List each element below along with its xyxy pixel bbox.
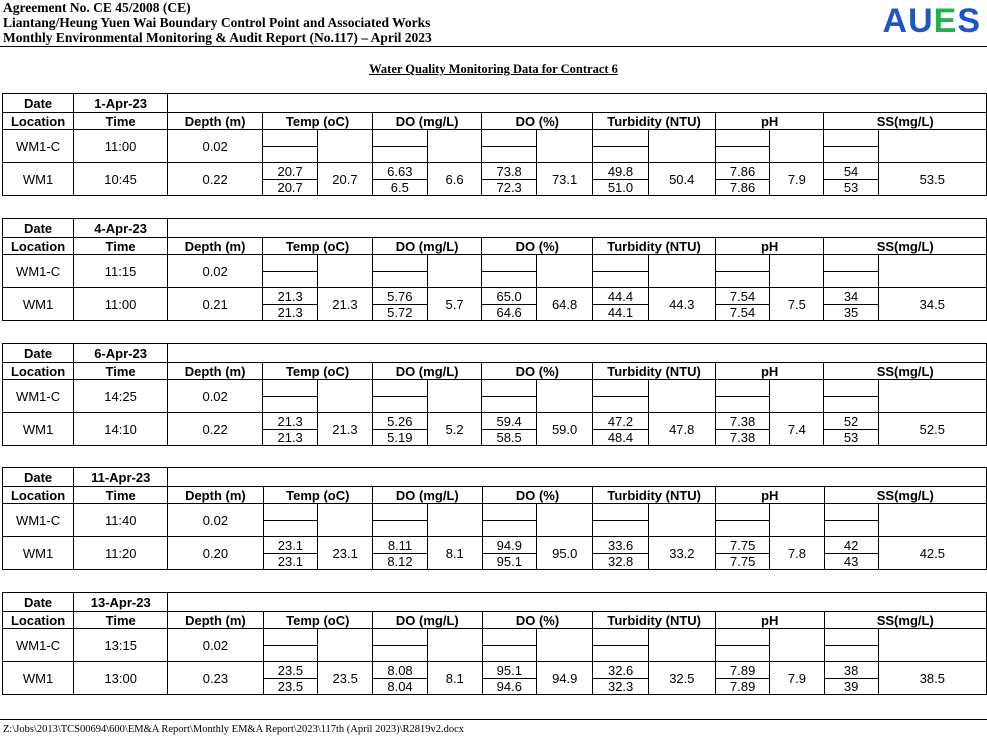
- reading-cell: [373, 646, 428, 662]
- temp-average: 21.3: [318, 288, 373, 321]
- report-header: [3, 0, 432, 45]
- depth-cell: 0.20: [168, 537, 263, 570]
- do-pct-reading-1: 94.9: [482, 537, 536, 554]
- location-cell: WM1-C: [3, 629, 74, 662]
- average-cell: [427, 255, 482, 288]
- col-ph: pH: [715, 113, 824, 130]
- location-cell: WM1: [3, 662, 74, 695]
- reading-cell: [373, 521, 428, 537]
- col-depth: Depth (m): [168, 113, 263, 130]
- col-time: Time: [74, 363, 168, 380]
- ss-reading-1: 38: [824, 662, 878, 679]
- turbidity-average: 32.5: [648, 662, 715, 695]
- col-location: Location: [3, 113, 74, 130]
- col-turbidity: Turbidity (NTU): [593, 612, 715, 629]
- temp-reading-2: 20.7: [263, 180, 318, 196]
- company-logo: AUES: [882, 2, 981, 40]
- do-mgl-average: 8.1: [427, 662, 482, 695]
- col-turbidity: Turbidity (NTU): [593, 363, 716, 380]
- time-cell: 11:40: [74, 504, 168, 537]
- location-cell: WM1-C: [3, 130, 74, 163]
- do-mgl-reading-2: 6.5: [372, 180, 427, 196]
- depth-cell: 0.21: [168, 288, 263, 321]
- col-ph: pH: [715, 238, 824, 255]
- data-table: [2, 93, 987, 196]
- reading-cell: [593, 504, 648, 521]
- time-cell: 14:25: [74, 380, 168, 413]
- reading-cell: [824, 521, 878, 537]
- col-do-mgl: DO (mg/L): [373, 487, 483, 504]
- temp-reading-2: 23.1: [263, 554, 318, 570]
- temp-average: 21.3: [318, 413, 373, 446]
- reading-cell: [593, 147, 648, 163]
- reading-cell: [715, 629, 769, 646]
- average-cell: [318, 380, 373, 413]
- reading-cell: [373, 504, 428, 521]
- do-pct-average: 95.0: [537, 537, 593, 570]
- data-table: [2, 592, 987, 695]
- ss-average: 42.5: [878, 537, 986, 570]
- date-row-blank: [168, 593, 987, 612]
- reading-cell: [482, 629, 536, 646]
- reading-cell: [372, 255, 427, 272]
- col-ss: SS(mg/L): [824, 113, 987, 130]
- do-pct-reading-2: 94.6: [482, 679, 536, 695]
- turbidity-reading-2: 32.8: [593, 554, 648, 570]
- average-cell: [536, 380, 592, 413]
- date-label: Date: [3, 468, 74, 487]
- do-mgl-reading-2: 5.72: [372, 305, 427, 321]
- do-mgl-reading-1: 8.08: [373, 662, 428, 679]
- reading-cell: [715, 397, 770, 413]
- depth-cell: 0.23: [168, 662, 263, 695]
- depth-cell: 0.22: [168, 163, 263, 196]
- location-cell: WM1: [3, 163, 74, 196]
- reading-cell: [593, 130, 648, 147]
- turbidity-average: 44.3: [648, 288, 715, 321]
- reading-cell: [593, 397, 648, 413]
- average-cell: [427, 629, 482, 662]
- average-cell: [536, 255, 592, 288]
- col-ph: pH: [715, 487, 824, 504]
- do-pct-reading-2: 64.6: [482, 305, 537, 321]
- date-row-blank: [168, 219, 987, 238]
- col-depth: Depth (m): [168, 487, 263, 504]
- average-cell: [878, 255, 986, 288]
- do-mgl-reading-2: 8.04: [373, 679, 428, 695]
- turbidity-average: 47.8: [648, 413, 715, 446]
- do-pct-reading-1: 95.1: [482, 662, 536, 679]
- time-cell: 14:10: [74, 413, 168, 446]
- time-cell: 11:20: [74, 537, 168, 570]
- col-ph: pH: [715, 363, 824, 380]
- ss-reading-2: 53: [824, 430, 878, 446]
- reading-cell: [263, 629, 318, 646]
- reading-cell: [715, 130, 770, 147]
- average-cell: [878, 130, 986, 163]
- do-mgl-average: 6.6: [427, 163, 482, 196]
- data-table: [2, 218, 987, 321]
- date-label: Date: [3, 94, 74, 113]
- col-depth: Depth (m): [168, 363, 263, 380]
- average-cell: [648, 255, 715, 288]
- average-cell: [537, 629, 593, 662]
- ss-reading-2: 43: [824, 554, 878, 570]
- col-ss: SS(mg/L): [824, 487, 986, 504]
- reading-cell: [715, 147, 770, 163]
- average-cell: [770, 629, 824, 662]
- temp-average: 20.7: [318, 163, 373, 196]
- location-cell: WM1-C: [3, 255, 74, 288]
- col-time: Time: [74, 487, 168, 504]
- col-do-pct: DO (%): [482, 363, 593, 380]
- do-pct-reading-1: 59.4: [482, 413, 537, 430]
- col-turbidity: Turbidity (NTU): [593, 487, 716, 504]
- date-row-blank: [168, 468, 987, 487]
- average-cell: [427, 130, 482, 163]
- data-table: [2, 467, 987, 570]
- date-value: 13-Apr-23: [74, 593, 168, 612]
- do-pct-average: 64.8: [536, 288, 592, 321]
- ss-reading-1: 54: [824, 163, 878, 180]
- average-cell: [770, 380, 824, 413]
- ph-average: 7.5: [770, 288, 824, 321]
- do-mgl-reading-2: 5.19: [372, 430, 427, 446]
- ph-average: 7.8: [770, 537, 824, 570]
- depth-cell: 0.02: [168, 504, 263, 537]
- reading-cell: [593, 272, 648, 288]
- reading-cell: [263, 646, 318, 662]
- report-name: Monthly Environmental Monitoring & Audit Report (No.117) – April 2023: [3, 30, 432, 45]
- turbidity-average: 50.4: [648, 163, 715, 196]
- depth-cell: 0.02: [168, 629, 263, 662]
- ph-reading-1: 7.75: [715, 537, 769, 554]
- ss-reading-1: 34: [824, 288, 878, 305]
- temp-reading-1: 23.5: [263, 662, 318, 679]
- ss-reading-1: 42: [824, 537, 878, 554]
- do-mgl-average: 5.2: [427, 413, 482, 446]
- temp-reading-2: 21.3: [263, 305, 318, 321]
- reading-cell: [824, 380, 878, 397]
- reading-cell: [263, 255, 318, 272]
- date-value: 6-Apr-23: [74, 344, 168, 363]
- col-location: Location: [3, 487, 74, 504]
- do-pct-reading-1: 65.0: [482, 288, 537, 305]
- col-do-pct: DO (%): [482, 612, 593, 629]
- reading-cell: [482, 380, 537, 397]
- reading-cell: [593, 521, 648, 537]
- date-label: Date: [3, 219, 74, 238]
- col-depth: Depth (m): [168, 238, 263, 255]
- temp-average: 23.5: [318, 662, 373, 695]
- time-cell: 11:00: [74, 288, 168, 321]
- reading-cell: [372, 272, 427, 288]
- average-cell: [537, 504, 593, 537]
- temp-reading-1: 21.3: [263, 413, 318, 430]
- average-cell: [648, 504, 715, 537]
- ss-average: 52.5: [878, 413, 986, 446]
- col-depth: Depth (m): [168, 612, 263, 629]
- reading-cell: [372, 380, 427, 397]
- col-time: Time: [74, 113, 168, 130]
- col-temp: Temp (oC): [263, 238, 373, 255]
- date-label: Date: [3, 344, 74, 363]
- ph-reading-2: 7.86: [715, 180, 770, 196]
- reading-cell: [593, 380, 648, 397]
- do-mgl-reading-1: 8.11: [373, 537, 428, 554]
- col-time: Time: [74, 612, 168, 629]
- do-pct-reading-2: 58.5: [482, 430, 537, 446]
- turbidity-reading-2: 51.0: [593, 180, 648, 196]
- reading-cell: [263, 272, 318, 288]
- col-ss: SS(mg/L): [824, 238, 987, 255]
- ph-reading-1: 7.89: [715, 662, 769, 679]
- col-location: Location: [3, 363, 74, 380]
- ph-reading-2: 7.38: [715, 430, 770, 446]
- col-location: Location: [3, 612, 74, 629]
- reading-cell: [263, 504, 318, 521]
- ss-average: 53.5: [878, 163, 986, 196]
- header-divider: [0, 46, 987, 47]
- date-row-blank: [168, 94, 987, 113]
- page-title: Water Quality Monitoring Data for Contract 6: [369, 62, 618, 76]
- ph-average: 7.9: [770, 163, 824, 196]
- depth-cell: 0.02: [168, 255, 263, 288]
- date-row-blank: [168, 344, 987, 363]
- col-temp: Temp (oC): [263, 612, 373, 629]
- ph-average: 7.4: [770, 413, 824, 446]
- col-do-pct: DO (%): [482, 487, 593, 504]
- do-mgl-average: 5.7: [427, 288, 482, 321]
- reading-cell: [373, 629, 428, 646]
- ss-reading-2: 53: [824, 180, 878, 196]
- average-cell: [536, 130, 592, 163]
- reading-cell: [715, 272, 770, 288]
- depth-cell: 0.02: [168, 130, 263, 163]
- file-path: Z:\Jobs\2013\TCS00694\600\EM&A Report\Monthly EM&A Report\2023\117th (April 2023)\R2819v2.docx: [3, 724, 465, 735]
- reading-cell: [715, 255, 770, 272]
- col-turbidity: Turbidity (NTU): [593, 113, 716, 130]
- col-ph: pH: [715, 612, 824, 629]
- date-value: 4-Apr-23: [74, 219, 168, 238]
- date-value: 11-Apr-23: [74, 468, 168, 487]
- average-cell: [770, 504, 824, 537]
- reading-cell: [715, 646, 769, 662]
- reading-cell: [263, 380, 318, 397]
- average-cell: [648, 380, 715, 413]
- temp-reading-1: 20.7: [263, 163, 318, 180]
- project-name: Liantang/Heung Yuen Wai Boundary Control Point and Associated Works: [3, 15, 431, 30]
- col-ss: SS(mg/L): [824, 612, 987, 629]
- location-cell: WM1: [3, 413, 74, 446]
- time-cell: 13:00: [74, 662, 168, 695]
- location-cell: WM1-C: [3, 504, 74, 537]
- time-cell: 13:15: [74, 629, 168, 662]
- col-ss: SS(mg/L): [824, 363, 987, 380]
- average-cell: [318, 130, 373, 163]
- do-pct-average: 94.9: [537, 662, 593, 695]
- do-pct-reading-2: 72.3: [482, 180, 537, 196]
- turbidity-reading-2: 44.1: [593, 305, 648, 321]
- temp-reading-2: 23.5: [263, 679, 318, 695]
- time-cell: 11:00: [74, 130, 168, 163]
- reading-cell: [482, 130, 537, 147]
- ss-reading-1: 52: [824, 413, 878, 430]
- time-cell: 11:15: [74, 255, 168, 288]
- reading-cell: [824, 255, 878, 272]
- col-temp: Temp (oC): [263, 113, 373, 130]
- reading-cell: [263, 521, 318, 537]
- agreement-number: Agreement No. CE 45/2008 (CE): [3, 0, 191, 15]
- turbidity-reading-2: 32.3: [593, 679, 648, 695]
- depth-cell: 0.22: [168, 413, 263, 446]
- average-cell: [770, 255, 824, 288]
- col-do-mgl: DO (mg/L): [372, 113, 482, 130]
- ss-average: 38.5: [878, 662, 986, 695]
- time-cell: 10:45: [74, 163, 168, 196]
- reading-cell: [482, 504, 536, 521]
- temp-average: 23.1: [318, 537, 373, 570]
- temp-reading-2: 21.3: [263, 430, 318, 446]
- do-mgl-average: 8.1: [427, 537, 482, 570]
- ph-reading-2: 7.75: [715, 554, 769, 570]
- temp-reading-1: 23.1: [263, 537, 318, 554]
- do-mgl-reading-1: 5.76: [372, 288, 427, 305]
- ph-reading-1: 7.54: [715, 288, 770, 305]
- reading-cell: [824, 629, 878, 646]
- reading-cell: [263, 147, 318, 163]
- turbidity-reading-1: 44.4: [593, 288, 648, 305]
- reading-cell: [715, 504, 769, 521]
- reading-cell: [482, 646, 536, 662]
- ph-reading-1: 7.38: [715, 413, 770, 430]
- turbidity-reading-1: 33.6: [593, 537, 648, 554]
- turbidity-reading-1: 49.8: [593, 163, 648, 180]
- turbidity-average: 33.2: [648, 537, 715, 570]
- col-time: Time: [74, 238, 168, 255]
- date-value: 1-Apr-23: [74, 94, 168, 113]
- ph-reading-2: 7.89: [715, 679, 769, 695]
- reading-cell: [715, 380, 770, 397]
- col-do-pct: DO (%): [482, 238, 593, 255]
- reading-cell: [593, 255, 648, 272]
- col-turbidity: Turbidity (NTU): [593, 238, 716, 255]
- turbidity-reading-2: 48.4: [593, 430, 648, 446]
- average-cell: [770, 130, 824, 163]
- ph-average: 7.9: [770, 662, 824, 695]
- do-mgl-reading-1: 5.26: [372, 413, 427, 430]
- reading-cell: [372, 130, 427, 147]
- data-table: [2, 343, 987, 446]
- reading-cell: [263, 397, 318, 413]
- reading-cell: [593, 646, 648, 662]
- reading-cell: [482, 521, 536, 537]
- reading-cell: [372, 147, 427, 163]
- reading-cell: [824, 147, 878, 163]
- reading-cell: [593, 629, 648, 646]
- reading-cell: [372, 397, 427, 413]
- do-pct-reading-2: 95.1: [482, 554, 536, 570]
- ss-reading-2: 39: [824, 679, 878, 695]
- reading-cell: [824, 130, 878, 147]
- reading-cell: [482, 147, 537, 163]
- reading-cell: [715, 521, 769, 537]
- ph-reading-1: 7.86: [715, 163, 770, 180]
- average-cell: [648, 130, 715, 163]
- turbidity-reading-1: 32.6: [593, 662, 648, 679]
- ss-average: 34.5: [878, 288, 986, 321]
- location-cell: WM1-C: [3, 380, 74, 413]
- average-cell: [427, 504, 482, 537]
- reading-cell: [824, 397, 878, 413]
- average-cell: [318, 255, 373, 288]
- average-cell: [318, 629, 373, 662]
- do-pct-average: 73.1: [536, 163, 592, 196]
- do-pct-average: 59.0: [536, 413, 592, 446]
- reading-cell: [824, 272, 878, 288]
- temp-reading-1: 21.3: [263, 288, 318, 305]
- do-pct-reading-1: 73.8: [482, 163, 537, 180]
- reading-cell: [482, 272, 537, 288]
- average-cell: [878, 504, 986, 537]
- reading-cell: [263, 130, 318, 147]
- reading-cell: [482, 397, 537, 413]
- col-do-mgl: DO (mg/L): [373, 612, 483, 629]
- ss-reading-2: 35: [824, 305, 878, 321]
- average-cell: [648, 629, 715, 662]
- average-cell: [318, 504, 373, 537]
- col-do-pct: DO (%): [482, 113, 593, 130]
- footer-divider: [0, 719, 987, 720]
- do-mgl-reading-1: 6.63: [372, 163, 427, 180]
- average-cell: [878, 629, 986, 662]
- do-mgl-reading-2: 8.12: [373, 554, 428, 570]
- reading-cell: [824, 646, 878, 662]
- col-do-mgl: DO (mg/L): [372, 238, 482, 255]
- location-cell: WM1: [3, 537, 74, 570]
- col-temp: Temp (oC): [263, 363, 373, 380]
- col-location: Location: [3, 238, 74, 255]
- depth-cell: 0.02: [168, 380, 263, 413]
- date-label: Date: [3, 593, 74, 612]
- reading-cell: [824, 504, 878, 521]
- col-do-mgl: DO (mg/L): [372, 363, 482, 380]
- col-temp: Temp (oC): [263, 487, 373, 504]
- reading-cell: [482, 255, 537, 272]
- average-cell: [427, 380, 482, 413]
- location-cell: WM1: [3, 288, 74, 321]
- turbidity-reading-1: 47.2: [593, 413, 648, 430]
- average-cell: [878, 380, 986, 413]
- ph-reading-2: 7.54: [715, 305, 770, 321]
